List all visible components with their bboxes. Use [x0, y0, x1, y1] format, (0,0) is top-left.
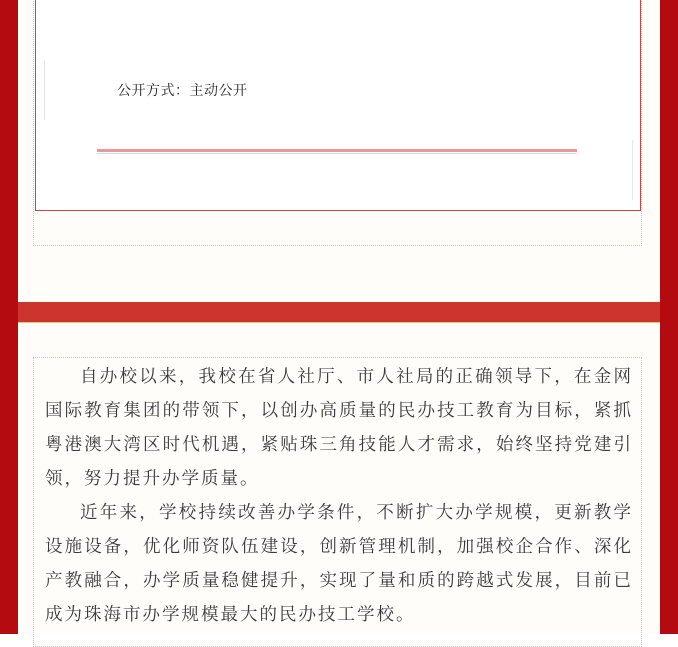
document-image [35, 0, 641, 211]
left-red-border [0, 0, 18, 634]
article-paragraph: 自办校以来，我校在省人社厅、市人社局的正确领导下，在金网国际教育集团的带领下，以创办高质量的民办技工教育为目标，紧抓粤港澳大湾区时代机遇，紧贴珠三角技能人才需求，始终坚持党建引领，努力提升办学质量。 [45, 367, 633, 489]
article-paragraph: 近年来，学校持续改善办学条件，不断扩大办学规模，更新教学设施设备，优化师资队伍建设，创新管理机制，加强校企合作、深化产教融合，办学质量稳健提升，实现了量和质的跨越式发展，目前已成为珠海市办学规模最大的民办技工学校。 [45, 503, 633, 625]
section-divider-band [18, 302, 660, 323]
document-rule-shadow [97, 153, 577, 154]
section-divider-edge [18, 322, 660, 323]
scan-mark-right [632, 140, 633, 200]
scan-mark-left [44, 60, 45, 120]
disclosure-method-line: 公开方式：主动公开 [117, 83, 248, 99]
document-red-rule [97, 149, 577, 152]
right-red-border [660, 0, 678, 634]
